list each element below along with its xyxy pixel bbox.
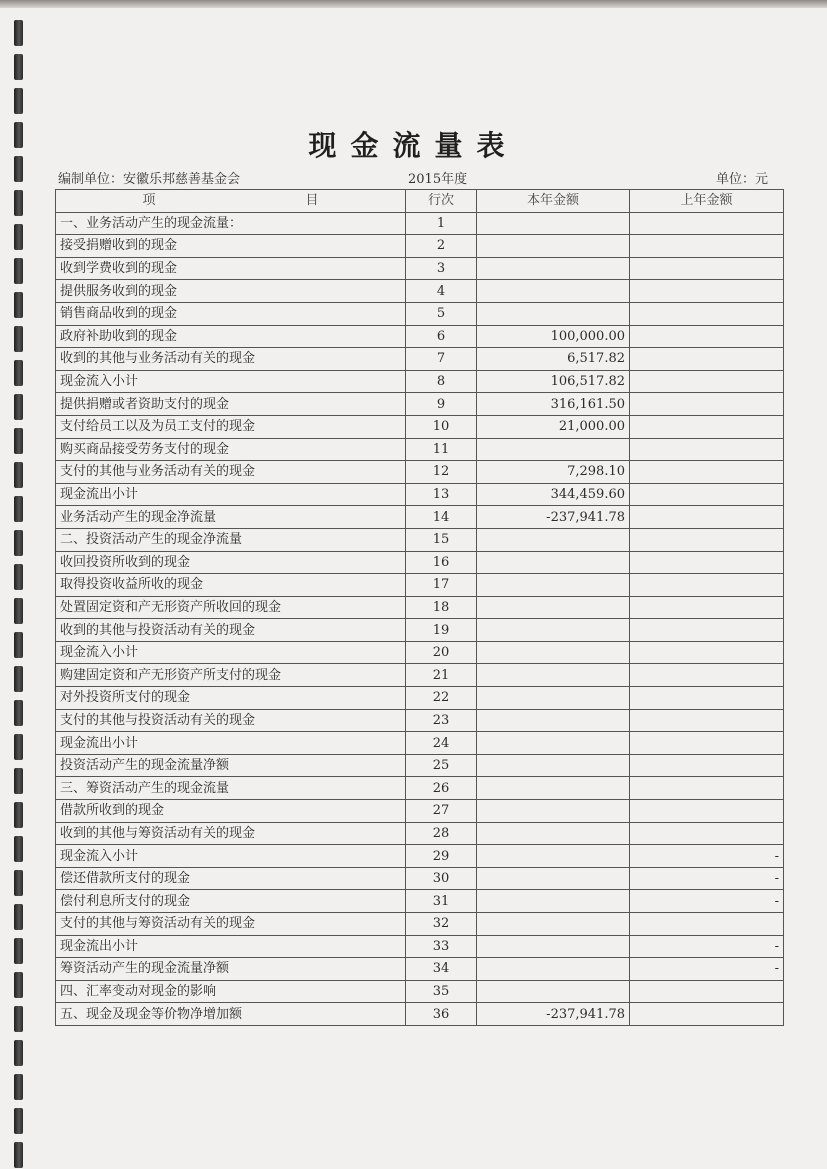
row-line-no: 30 — [406, 867, 477, 890]
row-line-no: 19 — [406, 619, 477, 642]
row-line-no: 20 — [406, 641, 477, 664]
row-current-amount: 344,459.60 — [477, 483, 630, 506]
binding-ring — [14, 768, 23, 794]
header-prior-year: 上年金额 — [630, 190, 784, 213]
binding-ring — [14, 564, 23, 590]
binding-ring — [14, 88, 23, 114]
row-item: 取得投资收益所收的现金 — [56, 574, 406, 597]
row-current-amount — [477, 754, 630, 777]
row-prior-amount — [630, 709, 784, 732]
row-current-amount — [477, 777, 630, 800]
row-current-amount — [477, 257, 630, 280]
row-current-amount — [477, 687, 630, 710]
row-prior-amount — [630, 732, 784, 755]
table-row — [56, 325, 784, 348]
binding-ring — [14, 904, 23, 930]
row-line-no: 31 — [406, 890, 477, 913]
table-row — [56, 777, 784, 800]
row-current-amount — [477, 890, 630, 913]
row-line-no: 29 — [406, 845, 477, 868]
row-prior-amount — [630, 913, 784, 936]
table-row — [56, 302, 784, 325]
row-current-amount — [477, 641, 630, 664]
header-item-char-2: 目 — [305, 193, 319, 209]
row-current-amount — [477, 822, 630, 845]
row-prior-amount — [630, 641, 784, 664]
row-prior-amount — [630, 280, 784, 303]
currency-unit: 单位：元 — [716, 172, 769, 187]
row-line-no: 28 — [406, 822, 477, 845]
report-period: 2015年度 — [408, 172, 468, 187]
row-line-no: 15 — [406, 528, 477, 551]
table-row — [56, 1003, 784, 1026]
row-prior-amount — [630, 800, 784, 823]
table-row — [56, 280, 784, 303]
table-row — [56, 393, 784, 416]
row-line-no: 22 — [406, 687, 477, 710]
row-current-amount — [477, 596, 630, 619]
binding-ring — [14, 802, 23, 828]
row-prior-amount — [630, 822, 784, 845]
row-prior-amount — [630, 325, 784, 348]
row-line-no: 3 — [406, 257, 477, 280]
table-row — [56, 415, 784, 438]
table-row — [56, 483, 784, 506]
row-current-amount — [477, 302, 630, 325]
row-item: 现金流出小计 — [56, 732, 406, 755]
binding-ring — [14, 1040, 23, 1066]
binding-ring — [14, 1108, 23, 1134]
row-item: 支付的其他与投资活动有关的现金 — [56, 709, 406, 732]
row-prior-amount — [630, 348, 784, 371]
row-line-no: 32 — [406, 913, 477, 936]
row-item: 投资活动产生的现金流量净额 — [56, 754, 406, 777]
binding-ring — [14, 1006, 23, 1032]
row-line-no: 7 — [406, 348, 477, 371]
row-line-no: 12 — [406, 461, 477, 484]
table-row — [56, 822, 784, 845]
row-prior-amount: - — [630, 867, 784, 890]
table-row — [56, 461, 784, 484]
row-item: 现金流入小计 — [56, 845, 406, 868]
row-item: 偿还借款所支付的现金 — [56, 867, 406, 890]
binding-ring — [14, 496, 23, 522]
row-line-no: 6 — [406, 325, 477, 348]
row-current-amount — [477, 980, 630, 1003]
row-item: 业务活动产生的现金净流量 — [56, 506, 406, 529]
row-line-no: 1 — [406, 212, 477, 235]
row-prior-amount: - — [630, 958, 784, 981]
binding-ring — [14, 394, 23, 420]
table-row — [56, 438, 784, 461]
row-current-amount: 21,000.00 — [477, 415, 630, 438]
row-prior-amount — [630, 461, 784, 484]
header-current-year: 本年金额 — [477, 190, 630, 213]
row-line-no: 18 — [406, 596, 477, 619]
row-prior-amount — [630, 596, 784, 619]
row-prior-amount — [630, 664, 784, 687]
row-prior-amount — [630, 257, 784, 280]
row-line-no: 23 — [406, 709, 477, 732]
table-row — [56, 257, 784, 280]
row-line-no: 9 — [406, 393, 477, 416]
row-current-amount — [477, 551, 630, 574]
row-prior-amount — [630, 551, 784, 574]
binding-ring — [14, 462, 23, 488]
row-line-no: 8 — [406, 370, 477, 393]
table-row — [56, 348, 784, 371]
row-item: 购建固定资和产无形资产所支付的现金 — [56, 664, 406, 687]
row-prior-amount — [630, 370, 784, 393]
table-row — [56, 528, 784, 551]
binding-ring — [14, 870, 23, 896]
row-line-no: 35 — [406, 980, 477, 1003]
row-prior-amount — [630, 302, 784, 325]
binding-ring — [14, 292, 23, 318]
row-item: 现金流入小计 — [56, 370, 406, 393]
binding-ring — [14, 258, 23, 284]
row-current-amount: 100,000.00 — [477, 325, 630, 348]
binding-ring — [14, 1074, 23, 1100]
table-row — [56, 867, 784, 890]
row-current-amount — [477, 574, 630, 597]
row-current-amount — [477, 528, 630, 551]
row-item: 现金流出小计 — [56, 483, 406, 506]
row-line-no: 13 — [406, 483, 477, 506]
row-line-no: 26 — [406, 777, 477, 800]
row-item: 收到学费收到的现金 — [56, 257, 406, 280]
table-row — [56, 574, 784, 597]
header-item — [56, 190, 406, 213]
table-row — [56, 212, 784, 235]
table-row — [56, 641, 784, 664]
row-item: 接受捐赠收到的现金 — [56, 235, 406, 258]
row-prior-amount — [630, 483, 784, 506]
page-title: 现金流量表 — [308, 129, 519, 162]
row-line-no: 16 — [406, 551, 477, 574]
row-current-amount: -237,941.78 — [477, 506, 630, 529]
row-item: 三、筹资活动产生的现金流量 — [56, 777, 406, 800]
table-row — [56, 958, 784, 981]
row-prior-amount — [630, 687, 784, 710]
row-item: 四、汇率变动对现金的影响 — [56, 980, 406, 1003]
row-item: 处置固定资和产无形资产所收回的现金 — [56, 596, 406, 619]
table-row — [56, 800, 784, 823]
binding-ring — [14, 938, 23, 964]
row-current-amount: -237,941.78 — [477, 1003, 630, 1026]
table-row — [56, 664, 784, 687]
row-line-no: 34 — [406, 958, 477, 981]
row-line-no: 4 — [406, 280, 477, 303]
row-item: 现金流出小计 — [56, 935, 406, 958]
binding-ring — [14, 20, 23, 46]
row-item: 收到的其他与业务活动有关的现金 — [56, 348, 406, 371]
row-prior-amount: - — [630, 890, 784, 913]
row-prior-amount — [630, 438, 784, 461]
table-row — [56, 235, 784, 258]
table-row — [56, 890, 784, 913]
table-row — [56, 935, 784, 958]
row-prior-amount — [630, 574, 784, 597]
row-current-amount — [477, 913, 630, 936]
table-header-row — [56, 190, 784, 213]
row-current-amount — [477, 235, 630, 258]
row-line-no: 33 — [406, 935, 477, 958]
table-row — [56, 370, 784, 393]
table-row — [56, 596, 784, 619]
row-item: 偿付利息所支付的现金 — [56, 890, 406, 913]
row-current-amount — [477, 619, 630, 642]
row-current-amount — [477, 438, 630, 461]
binding-ring — [14, 666, 23, 692]
row-item: 支付的其他与业务活动有关的现金 — [56, 461, 406, 484]
prepared-by-unit: 编制单位：安徽乐邦慈善基金会 — [58, 172, 241, 187]
row-prior-amount — [630, 212, 784, 235]
row-prior-amount — [630, 980, 784, 1003]
header-line-no: 行次 — [406, 190, 477, 213]
row-current-amount — [477, 845, 630, 868]
row-current-amount — [477, 732, 630, 755]
row-prior-amount — [630, 1003, 784, 1026]
binding-ring — [14, 190, 23, 216]
row-line-no: 21 — [406, 664, 477, 687]
table-row — [56, 980, 784, 1003]
row-item: 五、现金及现金等价物净增加额 — [56, 1003, 406, 1026]
binding-ring — [14, 1142, 23, 1168]
row-item: 收回投资所收到的现金 — [56, 551, 406, 574]
row-prior-amount — [630, 528, 784, 551]
row-line-no: 10 — [406, 415, 477, 438]
row-line-no: 36 — [406, 1003, 477, 1026]
row-item: 一、业务活动产生的现金流量： — [56, 212, 406, 235]
table-row — [56, 845, 784, 868]
row-prior-amount: - — [630, 935, 784, 958]
row-line-no: 24 — [406, 732, 477, 755]
row-item: 现金流入小计 — [56, 641, 406, 664]
row-item: 支付的其他与筹资活动有关的现金 — [56, 913, 406, 936]
table-row — [56, 619, 784, 642]
row-prior-amount — [630, 506, 784, 529]
binding-ring — [14, 428, 23, 454]
table-row — [56, 506, 784, 529]
binding-ring — [14, 530, 23, 556]
row-line-no: 11 — [406, 438, 477, 461]
row-prior-amount — [630, 777, 784, 800]
binding-ring — [14, 632, 23, 658]
table-row — [56, 913, 784, 936]
row-item: 支付给员工以及为员工支付的现金 — [56, 415, 406, 438]
row-current-amount: 106,517.82 — [477, 370, 630, 393]
row-line-no: 27 — [406, 800, 477, 823]
binding-ring — [14, 836, 23, 862]
row-current-amount: 7,298.10 — [477, 461, 630, 484]
row-item: 对外投资所支付的现金 — [56, 687, 406, 710]
row-current-amount: 316,161.50 — [477, 393, 630, 416]
row-current-amount — [477, 280, 630, 303]
row-item: 二、投资活动产生的现金净流量 — [56, 528, 406, 551]
table-row — [56, 754, 784, 777]
row-item: 筹资活动产生的现金流量净额 — [56, 958, 406, 981]
binding-ring — [14, 360, 23, 386]
row-current-amount — [477, 212, 630, 235]
row-line-no: 2 — [406, 235, 477, 258]
row-prior-amount — [630, 393, 784, 416]
binding-ring — [14, 598, 23, 624]
row-prior-amount — [630, 235, 784, 258]
row-item: 政府补助收到的现金 — [56, 325, 406, 348]
table-row — [56, 709, 784, 732]
binding-ring — [14, 224, 23, 250]
row-prior-amount — [630, 754, 784, 777]
row-line-no: 5 — [406, 302, 477, 325]
row-current-amount — [477, 867, 630, 890]
row-current-amount — [477, 800, 630, 823]
row-item: 收到的其他与投资活动有关的现金 — [56, 619, 406, 642]
binding-ring — [14, 54, 23, 80]
row-current-amount — [477, 935, 630, 958]
row-prior-amount: - — [630, 845, 784, 868]
row-item: 提供捐赠或者资助支付的现金 — [56, 393, 406, 416]
binding-ring — [14, 734, 23, 760]
row-item: 收到的其他与筹资活动有关的现金 — [56, 822, 406, 845]
row-prior-amount — [630, 619, 784, 642]
row-item: 借款所收到的现金 — [56, 800, 406, 823]
row-item: 提供服务收到的现金 — [56, 280, 406, 303]
table-row — [56, 551, 784, 574]
spiral-binding — [14, 20, 28, 1160]
binding-ring — [14, 326, 23, 352]
binding-ring — [14, 700, 23, 726]
cash-flow-table — [55, 189, 784, 1026]
row-line-no: 25 — [406, 754, 477, 777]
row-line-no: 17 — [406, 574, 477, 597]
row-prior-amount — [630, 415, 784, 438]
table-row — [56, 732, 784, 755]
row-item: 购买商品接受劳务支付的现金 — [56, 438, 406, 461]
table-row — [56, 687, 784, 710]
row-current-amount: 6,517.82 — [477, 348, 630, 371]
row-item: 销售商品收到的现金 — [56, 302, 406, 325]
binding-ring — [14, 972, 23, 998]
page-top-edge — [0, 0, 827, 8]
row-current-amount — [477, 709, 630, 732]
row-current-amount — [477, 664, 630, 687]
row-line-no: 14 — [406, 506, 477, 529]
row-current-amount — [477, 958, 630, 981]
header-item-char-1: 项 — [142, 193, 156, 209]
